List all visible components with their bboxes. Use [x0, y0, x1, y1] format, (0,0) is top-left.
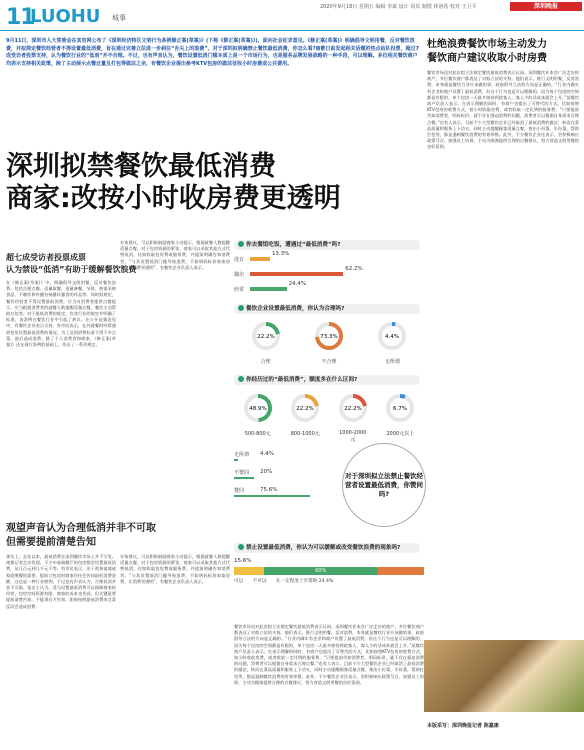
survey-q5-chart: [234, 558, 424, 594]
survey-q1-bar: [250, 287, 287, 291]
lead-paragraph: 9月11日，深圳市人大常委会在其官网公布了《深圳经济特区文明行为条例修正案(草案)》(下称《修正案(草案)》)，面向社会征求意见。《修正案(草案)》明确倡导文明用餐，反对餐饮浪费，并拟规定餐饮经营者不得设置最低消费，旨在通过完善立法进一步刹住“舌尖上的浪费”。对于深圳拟明确禁止餐饮最低消费，你怎么看?南都日前发起相关话题的热点站队投票，超过7成受访者投票支持，认为餐饮行业的“低消”并不合理。不过，也有声音认为，餐饮设置低消门槛本质上是一个市场行为，也是服务品牌发展战略的一种手段，可以理解。多位相关餐饮商户均表示支持相关政策，除了主动展示点餐过量及打包等做法之余，有餐饮企业提出参考KTV包房的做法征收小时房费或公共费用。: [6, 38, 419, 67]
section1-body-col1: 在《修正案(草案)》中，明确倡导文明用餐，反对餐饮浪费。包括合理点餐、适量取餐，适量备餐、节俭、按需采购食品、不制作和传播宣扬暴饮暴食的作品等。同时拟规定，餐饮经营者不得设置最低消费，应当对消费者提供点餐提示、应当根据消费者的就餐人数提醒适量点餐，餐饮主动帮助打包等。对于最低消费的规定，饮食行业的规定并明确了标准，该条例在餐饮行业中引起了热议。在公开征集意见中，有餐饮企业表示支持。有市民表示，在外就餐时经常遇到包房设置最低消费的情况，为了达到消费标准不得不多点菜，最后造成浪费。除了个人消费者和商家，《修正案(草案)》还在现行条例的基础上，作出了一系列规定。: [6, 280, 116, 348]
issue-meta: 2020年9月18日 星期五 编辑 李斌 设计 周泉 制图 林洛希 校对 王卫平: [320, 4, 477, 10]
survey-q2-label: 无所谓: [384, 359, 400, 365]
survey-q3-donut: [289, 392, 321, 424]
survey-q3-value: 6.7%: [393, 406, 408, 412]
survey-q4-chart: [234, 448, 344, 508]
survey-q2-value: 73.3%: [320, 334, 338, 340]
survey-q5-legend-item: 不可以: [252, 579, 268, 584]
survey-q4-row: [234, 466, 344, 480]
survey-q1-title: 你去餐馆吃饭，遭遇过“最低消费”吗?: [234, 240, 420, 250]
survey-q3-value: 22.2%: [344, 406, 362, 412]
page-number: 11: [6, 5, 35, 30]
survey-q4-bar: [234, 495, 310, 497]
section2-heading2: 但需要提前清楚告知: [6, 537, 96, 548]
section2-body-col2: 专家建议，可以积极鼓励商家主动提示，根据就餐人数提醒适量点餐，对于包房资源的紧张，商家可以采取其他方式代替低消，比如收取包房费或服务费，并提前明确告知消费者。“与其设置低消门槛导致浪费，不如明码标价收取房费，让消费更透明”，有餐饮企业负责人表示。: [120, 554, 230, 584]
survey-q1-row: [234, 281, 424, 296]
survey-q4-bar: [234, 477, 254, 479]
survey-q3-label: 800-1000元: [290, 431, 320, 437]
survey-q2-item: [313, 320, 345, 365]
survey-q4-bubble: 对于深圳拟立法禁止餐饮经营者设置最低消费，你赞同吗?: [342, 443, 426, 527]
survey-q1-row: [234, 266, 424, 281]
survey-q4-value: 4.4%: [260, 451, 274, 457]
survey-q4-label: 赞同: [234, 488, 245, 494]
survey-q2-value: 4.4%: [385, 334, 400, 340]
bullet-icon: [238, 305, 244, 311]
survey-q3-donut: [242, 392, 274, 424]
survey-q3-title: 你经历过的“最低消费”，额度多在什么区间?: [234, 375, 420, 385]
survey-q3-label: 500-800元: [244, 431, 271, 437]
survey-q2-value: 22.2%: [256, 334, 275, 340]
survey-q5-value-top: 15.6%: [234, 558, 252, 564]
survey-q3-item: [384, 392, 416, 437]
survey-q3-donut: [337, 392, 369, 424]
survey-q4-label: 无所谓: [234, 452, 250, 458]
survey-q5-segment: [378, 567, 424, 575]
survey-q5-title: 禁止设置最低消费，你认为可以缓解或改变餐饮浪费的现象吗?: [234, 543, 420, 553]
survey-q3-value: 22.2%: [296, 406, 314, 412]
survey-q2-label: 合理: [260, 359, 271, 365]
survey-q2-title: 餐饮企业设置最低消费，你认为合理吗?: [234, 304, 420, 314]
author-credit: 本版采写：深圳晚报记者 陈嘉康: [427, 723, 499, 729]
newspaper-logo: 深圳晚报: [510, 2, 582, 11]
survey-q5-segment: 60%: [264, 567, 378, 575]
survey-q3-item: [242, 392, 274, 437]
survey-panel: [234, 240, 424, 617]
survey-q4-row: [234, 484, 344, 498]
survey-q2-item: [250, 320, 282, 365]
survey-q1-value: 24.4%: [288, 281, 307, 287]
survey-q3-chart: [234, 390, 424, 446]
right-title1: 杜绝浪费餐饮市场主动发力: [427, 39, 547, 50]
right-title2: 餐饮商户建议收取小时房费: [427, 53, 547, 64]
survey-q1-value: 62.2%: [345, 266, 363, 272]
survey-q4-row: [234, 448, 344, 462]
survey-q1-row: [234, 251, 424, 266]
survey-q3-item: [337, 392, 369, 443]
survey-q2-donut: [313, 320, 345, 352]
main-title-line1: 深圳拟禁餐饮最低消费: [6, 151, 276, 182]
right-body: 餐饮市场也对此次拟立法规定餐饮最低消费表示认同。深圳餐饮业本会广泛走访的商户，多位餐饮商户都表达了对拟立法的支持。他们表示，推行文明用餐，反对浪费，本身就是餐饮行业应该做的事，政府倡导立法的方向是正确的。“行业内确实有企业和商户设置了最低消费，但这个行为也是可以理解的，因为每个包房的空间都是有限的，单个包房一天最多接待两轮客人，客人少的话成本就会上升。”某餐饮商户负责人表示。在表示理解的同时，有商户也提出了可替代的方式，比如按照KTV包房的收费方式，按小时收取房费，或者收取一定比例的服务费，“只要提前告知消费者，明码标价，就不存在强迫消费的问题，消费者可以根据自身需求合理点餐。”也有人表示，目前不少大型餐饮企业已经取消了最低消费的做法，转而在菜品质量和服务上下功夫，同时主动提醒顾客适量点餐，推出小份菜、半份菜，帮助打包等，都是遏制餐饮浪费的有效举措。此外，不少餐饮企业还表示，会积极响应政策号召，加强员工培训，主动为顾客提供合理的点餐建议，努力营造文明用餐的良好氛围。: [427, 70, 579, 150]
section2-body-col1: 事实上，去年以来，最低消费在深圳餐饮市场上并不罕见。南都记者走访发现，不少中高端餐厅的包房都会设置最低消费，从几百元到几千元不等。有市民表示，出于商务宴请或家庭聚餐的需要，提前订包房时商家往往会告知最低消费金额，这也是一种行业惯例。不过也有声音认为，合理低消并非不可取。张女士认为，适当设置最低消费可以保障商家的经营，包房空间资源有限，商家的成本也更高，但关键是要提前清楚告知，不能事后才告知。如果按照最低消费来点菜反而会造成浪费。: [6, 554, 116, 609]
survey-q1-label: 偶尔: [234, 272, 245, 278]
survey-q5-legend-item: 在一定程度上有帮助 24.4%: [275, 579, 334, 584]
survey-q1-bar: [250, 257, 270, 261]
survey-q2-chart: [234, 318, 424, 372]
food-photo: [424, 640, 584, 712]
survey-q1-label: 没有: [234, 257, 245, 263]
survey-q2-donut: [376, 320, 408, 352]
main-title-line2: 商家:改按小时收房费更透明: [6, 183, 341, 214]
survey-q3-label: 1000-2000元: [339, 430, 367, 443]
section2-body-col3: 餐饮市场也对此次拟立法规定餐饮最低消费表示认同。深圳餐饮业本会广泛走访的商户，多位餐饮商户都表达了对拟立法的支持。他们表示，推行文明用餐，反对浪费，本身就是餐饮行业应该做的事，政府倡导立法的方向是正确的。“行业内确实有企业和商户设置了最低消费，但这个行为也是可以理解的，因为每个包房的空间都是有限的，单个包房一天最多接待两轮客人，客人少的话成本就会上升。”某餐饮商户负责人表示。在表示理解的同时，有商户也提出了可替代的方式，比如按照KTV包房的收费方式，按小时收取房费，或者收取一定比例的服务费，“只要提前告知消费者，明码标价，就不存在强迫消费的问题，消费者可以根据自身需求合理点餐。”也有人表示，目前不少大型餐饮企业已经取消了最低消费的做法，转而在菜品质量和服务上下功夫，同时主动提醒顾客适量点餐，推出小份菜、半份菜，帮助打包等，都是遏制餐饮浪费的有效举措。此外，不少餐饮企业还表示，会积极响应政策号召，加强员工培训，主动为顾客提供合理的点餐建议，努力营造文明用餐的良好氛围。: [234, 624, 424, 685]
survey-q3-item: [289, 392, 321, 437]
survey-q2-label: 不合理: [321, 359, 337, 365]
survey-q3-value: 48.9%: [249, 406, 267, 412]
section1-body-col2: 专家建议，可以积极鼓励商家主动提示，根据就餐人数提醒适量点餐，对于包房资源的紧张，商家可以采取其他方式代替低消，比如收取包房费或服务费，并提前明确告知消费者。“与其设置低消门槛导致浪费，不如明码标价收取房费，让消费更透明”，有餐饮企业负责人表示。: [120, 240, 230, 270]
survey-q1-bar: [250, 272, 343, 276]
survey-q4-label: 不赞同: [234, 470, 250, 476]
survey-q1-label: 经常: [234, 287, 245, 293]
bullet-icon: [238, 376, 244, 382]
survey-q2-donut: [250, 320, 282, 352]
survey-q5-segment: [234, 567, 264, 575]
bullet-icon: [238, 544, 244, 550]
survey-q1-value: 13.3%: [271, 251, 290, 257]
bullet-icon: [238, 241, 244, 247]
survey-q4-bar: [234, 459, 238, 461]
header-divider: [0, 30, 584, 31]
survey-q4-value: 75.6%: [260, 487, 278, 493]
survey-q5-legend: [234, 578, 424, 584]
survey-q1-chart: [234, 251, 424, 304]
section-name-cn: 城事: [112, 14, 126, 22]
section2-heading1: 观望声音认为合理低消并非不可取: [6, 523, 156, 534]
survey-q3-label: 2000元以上: [386, 431, 415, 437]
survey-q5-legend-item: 可以: [234, 579, 245, 584]
survey-q2-item: [376, 320, 408, 365]
survey-q4-value: 20%: [260, 469, 273, 475]
survey-q3-donut: [384, 392, 416, 424]
section1-heading2: 认为禁设“低消”有助于缓解餐饮浪费: [6, 265, 137, 274]
section1-heading1: 超七成受访者投票成票: [6, 253, 86, 262]
section-name-en: LUOHU: [30, 6, 101, 27]
